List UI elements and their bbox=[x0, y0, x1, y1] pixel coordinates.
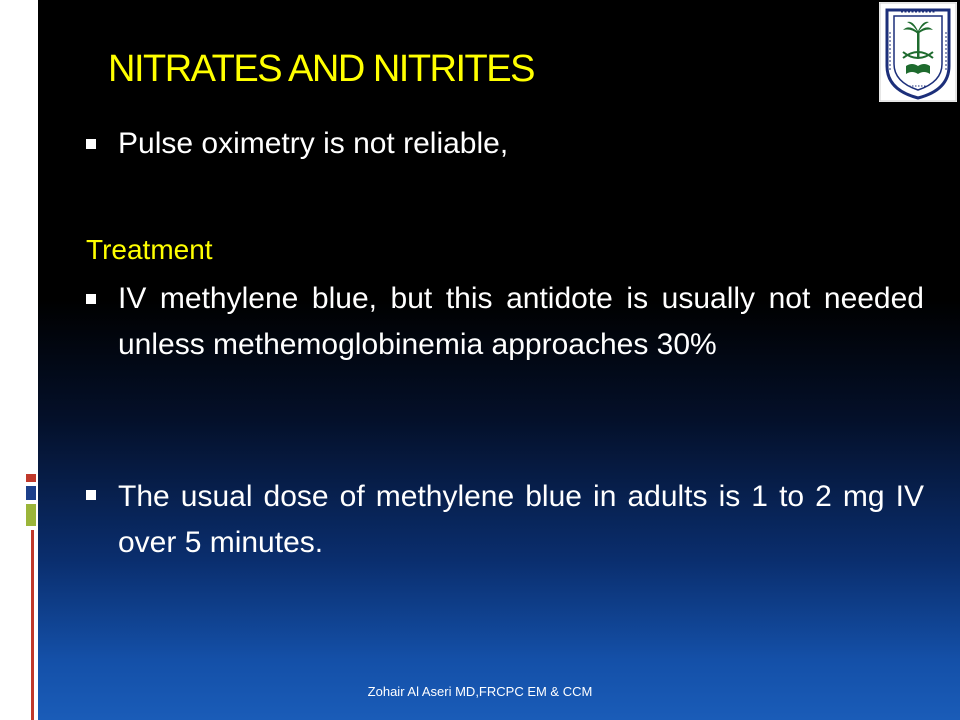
bullet-text-pulse-oximetry: Pulse oximetry is not reliable, bbox=[118, 127, 509, 160]
university-logo bbox=[879, 2, 957, 102]
bullet-text-usual-dose: The usual dose of methylene blue in adults is 1 to 2 mg IV over 5 minutes. bbox=[118, 480, 924, 559]
slide-footer-author: Zohair Al Aseri MD,FRCPC EM & CCM bbox=[367, 684, 593, 699]
decor-bar-green bbox=[26, 504, 36, 526]
decor-bar-red-top bbox=[26, 474, 36, 482]
bullet-square-icon bbox=[86, 139, 96, 149]
slide-title: NITRATES AND NITRITES bbox=[108, 48, 534, 90]
section-heading-treatment: Treatment bbox=[86, 234, 213, 265]
bullet-text-methylene-blue: IV methylene blue, but this antidote is usually not needed unless methemoglobinemia approaches 30% bbox=[118, 282, 924, 361]
bullet-square-icon bbox=[86, 294, 96, 304]
decor-bar-blue bbox=[26, 486, 36, 500]
bullet-square-icon bbox=[86, 490, 96, 500]
ksu-seal-icon bbox=[879, 2, 957, 102]
